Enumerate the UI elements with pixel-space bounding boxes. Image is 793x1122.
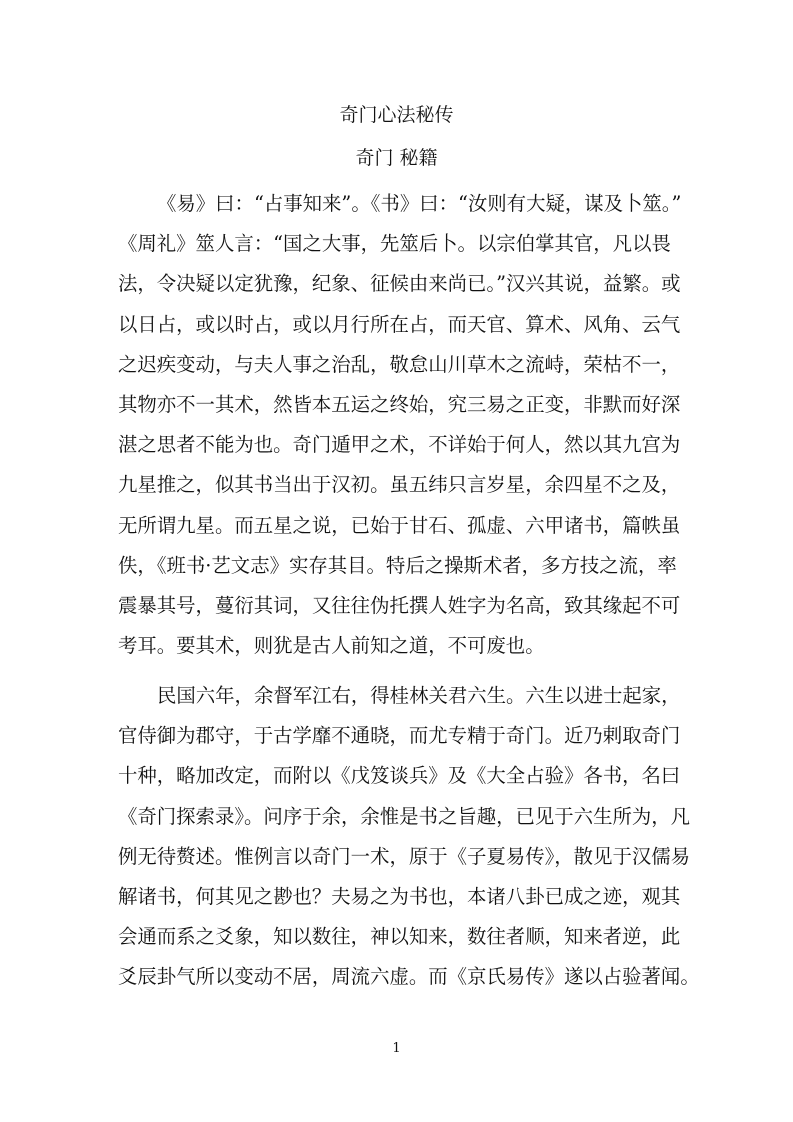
- paragraph-1: [118, 184, 682, 666]
- paragraph-line: 爻辰卦气所以变动不居，周流六虚。而《京氏易传》遂以占验著闻。: [118, 965, 700, 989]
- paragraph-line: 九星推之，似其书当出于汉初。虽五纬只言岁星，余四星不之及，: [118, 473, 681, 497]
- paragraph-2: [118, 676, 700, 998]
- page-number: 1: [392, 1041, 401, 1056]
- paragraph-line: 考耳。要其术，则犹是古人前知之道，不可废也。: [118, 634, 545, 658]
- document-subtitle: 奇门 秘籍: [355, 147, 438, 169]
- paragraph-line: 十种，略加改定，而附以《戊笈谈兵》及《大全占验》各书，名曰: [118, 764, 681, 788]
- paragraph-line: 其物亦不一其术，然皆本五运之终始，究三易之正变，非默而好深: [118, 392, 681, 416]
- paragraph-line: 《易》曰：“占事知来”。《书》曰：“汝则有大疑，谋及卜筮。”: [157, 192, 682, 215]
- document-title: 奇门心法秘传: [339, 104, 454, 126]
- paragraph-line: 佚，《班书·艺文志》实存其目。特后之操斯术者，多方技之流，率: [118, 553, 677, 577]
- paragraph-line: 民国六年，余督军江右，得桂林关君六生。六生以进士起家，: [157, 684, 681, 707]
- paragraph-line: 无所谓九星。而五星之说，已始于甘石、孤虚、六甲诸书，篇帙虽: [118, 513, 681, 537]
- paragraph-line: 例无待赘述。惟例言以奇门一术，原于《子夏易传》，散见于汉儒易: [118, 844, 691, 868]
- paragraph-line: 《奇门探索录》。问序于余，余惟是书之旨趣，已见于六生所为，凡: [118, 804, 691, 828]
- paragraph-line: 法，令决疑以定犹豫，纪象、征候由来尚已。”汉兴其说，益繁。或: [118, 272, 681, 296]
- paragraph-line: 震暴其号，蔓衍其词，又往往伪托撰人姓字为名高，致其缘起不可: [118, 593, 681, 617]
- paragraph-line: 《周礼》筮人言：“国之大事，先筮后卜。以宗伯掌其官，凡以畏: [118, 232, 671, 256]
- paragraph-line: 之迟疾变动，与夫人事之治乱，敬怠山川草木之流峙，荣枯不一，: [118, 352, 681, 376]
- paragraph-line: 会通而系之爻象，知以数往，神以知来，数往者顺，知来者逆，此: [118, 925, 681, 949]
- paragraph-line: 湛之思者不能为也。奇门遁甲之术，不详始于何人，然以其九宫为: [118, 433, 681, 457]
- paragraph-line: 解诸书，何其见之尠也？夫易之为书也，本诸八卦已成之迹，观其: [118, 884, 681, 908]
- paragraph-line: 以日占，或以时占，或以月行所在占，而天官、算术、风角、云气: [118, 312, 681, 336]
- paragraph-line: 官侍御为郡守，于古学靡不通晓，而尤专精于奇门。近乃剌取奇门: [118, 724, 681, 748]
